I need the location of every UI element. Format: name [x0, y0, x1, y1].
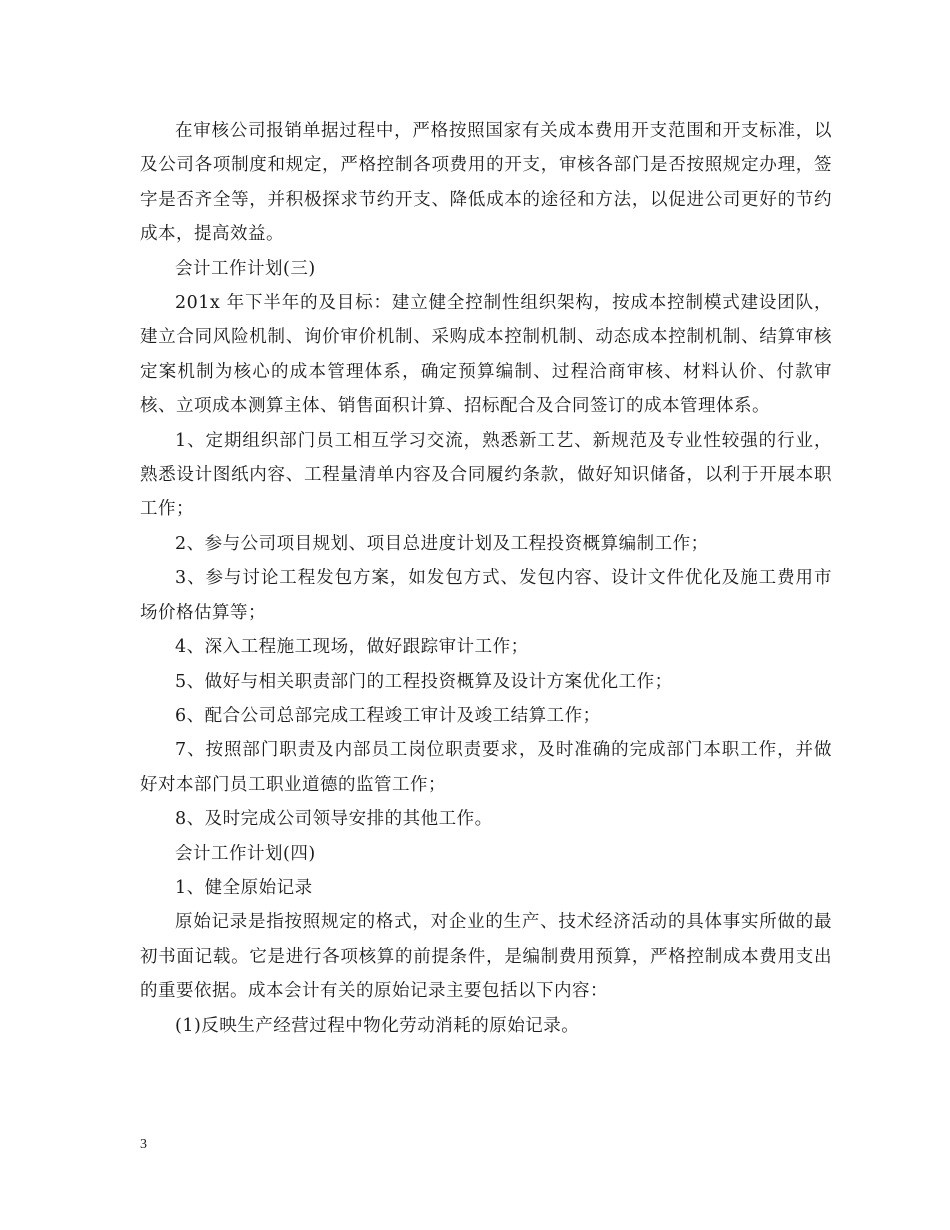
- page-number: 3: [140, 1137, 147, 1152]
- list-item-sub-1: (1)反映生产经营过程中物化劳动消耗的原始记录。: [175, 1015, 580, 1036]
- subheading-original-records: 1、健全原始记录: [175, 877, 313, 898]
- list-item-6: 6、配合公司总部完成工程竣工审计及竣工结算工作；: [175, 705, 601, 726]
- list-item-5: 5、做好与相关职责部门的工程投资概算及设计方案优化工作；: [175, 671, 673, 692]
- heading-plan-four: 会计工作计划(四): [175, 843, 316, 864]
- list-item-3: 3、参与讨论工程发包方案，如发包方式、发包内容、设计文件优化及施工费用市场价格估算等；: [140, 568, 832, 623]
- list-item-8: 8、及时完成公司领导安排的其他工作。: [175, 809, 493, 830]
- list-item-2: 2、参与公司项目规划、项目总进度计划及工程投资概算编制工作；: [175, 533, 709, 554]
- list-item-1: 1、定期组织部门员工相互学习交流，熟悉新工艺、新规范及专业性较强的行业，熟悉设计图纸内容、工程量清单内容及合同履约条款，做好知识储备，以利于开展本职工作；: [140, 430, 832, 520]
- heading-plan-three: 会计工作计划(三): [175, 258, 316, 279]
- document-body: [140, 114, 832, 1043]
- paragraph-reimbursement-review: 在审核公司报销单据过程中，严格按照国家有关成本费用开支范围和开支标准，以及公司各项制度和规定，严格控制各项费用的开支，审核各部门是否按照规定办理，签字是否齐全等，并积极探求节约开支、降低成本的途径和方法，以促进公司更好的节约成本，提高效益。: [140, 121, 832, 245]
- paragraph-original-records: 原始记录是指按照规定的格式，对企业的生产、技术经济活动的具体事实所做的最初书面记载。它是进行各项核算的前提条件，是编制费用预算，严格控制成本费用支出的重要依据。成本会计有关的原始记录主要包括以下内容：: [140, 912, 832, 1002]
- list-item-7: 7、按照部门职责及内部员工岗位职责要求，及时准确的完成部门本职工作，并做好对本部门员工职业道德的监管工作；: [140, 740, 832, 795]
- paragraph-goals: 201x 年下半年的及目标：建立健全控制性组织架构，按成本控制模式建设团队，建立合同风险机制、询价审价机制、采购成本控制机制、动态成本控制机制、结算审核定案机制为核心的成本管理体系，确定预算编制、过程洽商审核、材料认价、付款审核、立项成本测算主体、销售面积计算、招标配合及合同签订的成本管理体系。: [140, 293, 832, 417]
- list-item-4: 4、深入工程施工现场，做好跟踪审计工作；: [175, 637, 529, 658]
